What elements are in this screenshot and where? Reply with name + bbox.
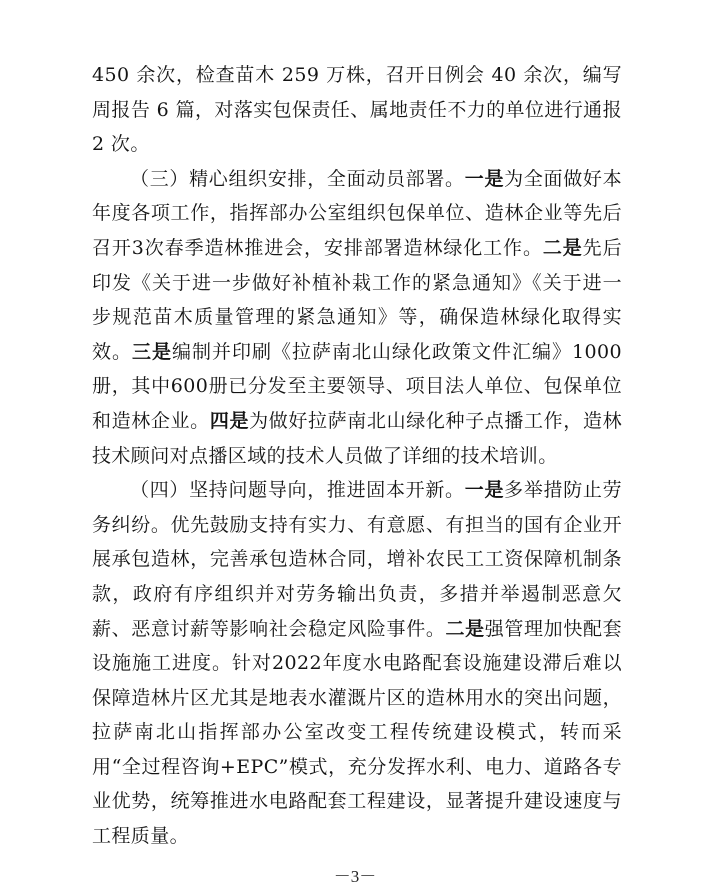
paragraph-text: 编制并印刷《拉萨南北山绿化政策文件汇编》1000册，其中600册已分发至主要领导、项目法人单位、包保单位和造林企业。 (92, 340, 622, 432)
keyword-second: 二是 (542, 236, 583, 259)
document-body (92, 58, 622, 854)
paragraph-text: 450 余次，检查苗木 259 万株，召开日例会 40 余次，编写周报告 6 篇，对落实包保责任、属地责任不力的单位进行通报 2 次。 (92, 64, 622, 156)
section-heading: （四）坚持问题导向，推进固本开新。 (130, 479, 465, 502)
paragraph-text: 先后印发《关于进一步做好补植补栽工作的紧急通知》《关于进一步规范苗木质量管理的紧急通知》等，确保造林绿化取得实效。 (92, 236, 622, 363)
keyword-second: 二是 (445, 617, 485, 640)
keyword-first: 一是 (464, 479, 505, 502)
keyword-third: 三是 (132, 340, 173, 363)
paragraph-text: 多举措防止劳务纠纷。优先鼓励支持有实力、有意愿、有担当的国有企业开展承包造林，完善承包造林合同，增补农民工工资保障机制条款，政府有序组织并对劳务输出负责，多措并举遏制恶意欠薪、恶意讨薪等影响社会稳定风险事件。 (92, 479, 622, 640)
paragraph-text: 为全面做好本年度各项工作，指挥部办公室组织包保单位、造林企业等先后召开3次春季造林推进会，安排部署造林绿化工作。 (92, 167, 622, 259)
page-number: －3－ (333, 867, 377, 886)
paragraph-continuation (92, 58, 622, 162)
paragraph-section-three (92, 162, 622, 473)
paragraph-text: 为做好拉萨南北山绿化种子点播工作，造林技术顾问对点播区域的技术人员做了详细的技术培训。 (92, 409, 622, 467)
paragraph-text: 强管理加快配套设施施工进度。针对2022年度水电路配套设施建设滞后难以保障造林片区尤其是地表水灌溉片区的造林用水的突出问题，拉萨南北山指挥部办公室改变工程传统建设模式，转而采用“全过程咨询+EPC”模式，充分发挥水利、电力、道路各专业优势，统筹推进水电路配套工程建设，显著提升建设速度与工程质量。 (92, 617, 622, 848)
paragraph-section-four (92, 473, 622, 854)
keyword-fourth: 四是 (209, 409, 250, 432)
section-heading: （三）精心组织安排，全面动员部署。 (130, 167, 465, 190)
keyword-first: 一是 (464, 167, 505, 190)
